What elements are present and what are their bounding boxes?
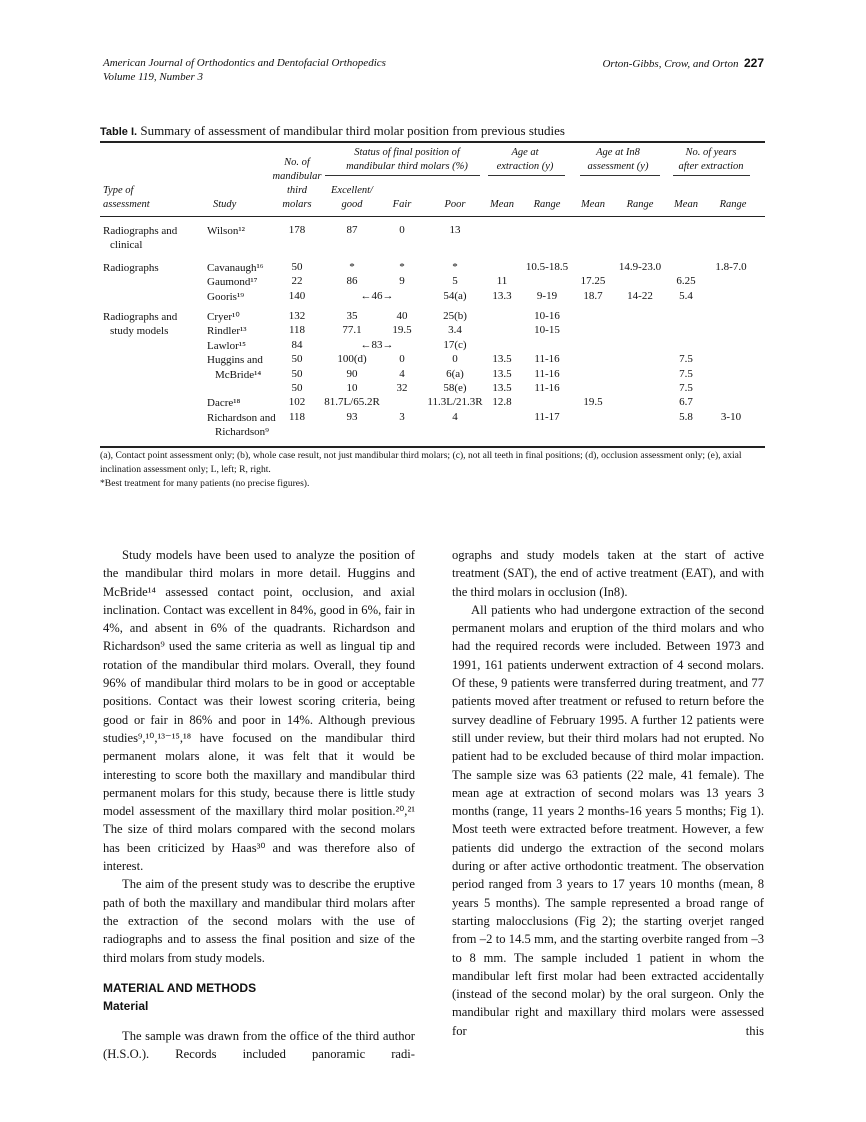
table-cell: 13.5 (492, 382, 512, 394)
header-mean: Mean (581, 199, 605, 210)
table-caption-text: Summary of assessment of mandibular third molar position from previous studies (140, 123, 565, 138)
paragraph: All patients who had undergone extraction of the second permanent molars and eruption of the third molars and who had the required records were included. Between 1973 and 1991, 161 patients underwent extraction of 4 second molars. Of these, 9 patients were transferred during treatment, and 77 patients moved after treatment or refused to return before the survey deadline of February 1995. A further 12 patients were still under review, but their third molars had not erupted. No patient had to be excluded because of third molar impaction. The sample size was 63 patients (22 male, 41 female). The mean age at extraction of second molars was 13 years 3 months (range, 11 years 2 months-16 years 5 months; Fig 1). Most teeth were extracted before treatment. However, a few patients did undergo the extraction of the second molars during or after active orthodontic treatment. The observation period ranged from 3 years to 17 years 10 months (mean, 8 years 5 months). The sample represented a broad range of starting malocclusions (Fig 2); the starting overjet ranged from –2 to 14.5 mm, and the starting overbite ranged from –3 to 8 mm. The sample included 1 patient in whom the mandibular left first molar had been extracted accidentally (instead of the second molar) by the oral surgeon. Only the mandibular right and maxillary third molars were assessed for this (452, 602, 764, 1038)
header-type: Type of assessment (103, 185, 150, 210)
study-name: Cavanaugh¹⁶ (207, 262, 264, 274)
table-cell: 3.4 (448, 324, 462, 337)
table-cell: 10.5-18.5 (525, 261, 569, 273)
table-cell: 14.9-23.0 (618, 261, 662, 273)
table-cell: 32 (396, 382, 408, 394)
table-cell: 86 (346, 275, 358, 288)
table-cell: 3 (399, 410, 405, 423)
table-cell: 50 (291, 261, 303, 273)
table-cell: 11.3L/21.3R (427, 396, 483, 409)
table-cell: 50 (291, 382, 303, 394)
table-cell: 35 (346, 310, 358, 322)
table-cell: 11-17 (534, 410, 560, 423)
subsection-heading: Material (103, 998, 149, 1013)
table-cell: 6.7 (679, 396, 693, 409)
table-cell: 10-15 (534, 324, 560, 337)
table-cell: 3-10 (720, 410, 742, 423)
table-cell: 90 (346, 367, 358, 380)
table-cell: 40 (396, 310, 408, 322)
header-range: Range (626, 199, 654, 210)
table-footnote-asterisk: *Best treatment for many patients (no precise figures). (100, 478, 310, 489)
header-study: Study (213, 199, 237, 210)
table-cell: 25(b) (443, 310, 467, 322)
table-footnote-abbrev: (a), Contact point assessment only; (b), whole case result, not just mandibular third molars; (c), not all teeth in final positions; (d), occlusion assessment only; (e), axial inclination assessment only; L, left; R, right. (100, 450, 742, 475)
header-number: No. of mandibular third molars (272, 157, 322, 210)
table-cell: 87 (346, 224, 358, 236)
table-cell: 81.7L/65.2R (324, 396, 380, 409)
table-cell: 19.5 (392, 324, 412, 337)
table-cell: 9-19 (536, 289, 558, 302)
study-name: Rindler¹³ (207, 325, 247, 338)
paragraph: Study models have been used to analyze the position of the mandibular third molars in more detail. Huggins and McBride¹⁴ assessed contact point, occlusion, and axial inclination. Contact was excellent in 84%, good in 6%, fair in 4%, and absent in 6% of the quadrants. Richardson and Richardson⁹ used the same criteria as well as lingual tip and rotation of the mandibular third molars. Overall, they found 96% of mandibular third molars to be in good or acceptable positions. Contact was their lowest scoring criteria, being good or fair in 86% and poor in 14%. Although previous studies⁹,¹⁰,¹³⁻¹⁵,¹⁸ have focused on the mandibular third permanent molars alone, it was felt that it would be interesting to score both the maxillary and mandibular third permanent molars for this study, because there is little study model assessment of the maxillary third molar position.²⁰,²¹ The size of third molars compared with the second molars has been criticized by Haas³⁰ and was therefore also of interest. (103, 548, 415, 874)
left-column (103, 546, 415, 1063)
table-cell: 54(a) (443, 289, 467, 302)
study-name: Wilson¹² (207, 225, 245, 237)
table-cell: 58(e) (443, 382, 467, 394)
table-cell: 19.5 (583, 396, 603, 409)
table-cell: * (349, 261, 355, 273)
table-label: Table I. (100, 126, 138, 138)
header-excellent: Excellent/ good (331, 185, 373, 210)
assessment-type: Radiographs (103, 262, 159, 274)
table-cell: 22 (291, 275, 303, 288)
table-cell: 5.4 (679, 289, 693, 302)
status-underline (325, 175, 480, 176)
study-name: Gaumond¹⁷ (207, 276, 258, 289)
assessment-type: Radiographs and clinical (103, 225, 178, 251)
right-column (452, 546, 764, 1040)
table-cell: 77.1 (342, 324, 362, 337)
assessment-type: Radiographs and study models (103, 311, 178, 337)
table-cell: 10-16 (534, 310, 560, 322)
table-cell: 17(c) (443, 338, 467, 351)
table-bottom-rule (100, 446, 765, 448)
table-cell: 93 (346, 410, 358, 423)
study-name: Gooris¹⁹ (207, 290, 245, 303)
merged-cell: ←46→ (360, 289, 394, 302)
table-cell: 13.3 (492, 289, 512, 302)
table-cell: 0 (452, 353, 458, 366)
table-cell: 13.5 (492, 353, 512, 366)
header-mean: Mean (490, 199, 514, 210)
table-cell: 50 (291, 367, 303, 380)
table-caption (100, 123, 565, 139)
table-cell: 13 (449, 224, 461, 236)
header-status: Status of final position of mandibular third molars (%) (346, 147, 468, 172)
table-cell: 84 (291, 338, 303, 351)
page-number: 227 (743, 56, 764, 70)
table-cell: 118 (288, 410, 306, 423)
table-cell: 12.8 (492, 396, 512, 409)
table-cell: 6.25 (676, 275, 696, 288)
header-rule (100, 216, 765, 217)
table-cell: 13.5 (492, 367, 512, 380)
study-name: Cryer¹⁰ (207, 311, 240, 323)
table-cell: 4 (399, 367, 405, 380)
table-cell: 18.7 (583, 289, 603, 302)
years-underline (673, 175, 750, 176)
table-cell: 100(d) (337, 353, 367, 366)
header-age-in8: Age at In8 assessment (y) (587, 147, 649, 172)
table-cell: * (399, 261, 405, 273)
study-name: McBride¹⁴ (215, 368, 262, 381)
header-fair: Fair (392, 199, 412, 210)
table-cell: 7.5 (679, 382, 693, 394)
table-cell: 132 (288, 310, 306, 322)
study-name: Dacre¹⁸ (207, 397, 241, 410)
paragraph: The sample was drawn from the office of the third author (H.S.O.). Records included panoramic radi- (103, 1028, 415, 1062)
table-cell: 50 (291, 353, 303, 366)
table-cell: 11-16 (534, 353, 560, 366)
table-cell: 9 (399, 275, 405, 288)
age-in8-underline (580, 175, 660, 176)
table-cell: 0 (399, 353, 405, 366)
table-cell: 14-22 (627, 289, 653, 302)
table-cell: 5.8 (679, 410, 693, 423)
table-cell: 7.5 (679, 367, 693, 380)
table-cell: 118 (288, 324, 306, 337)
header-range: Range (533, 199, 561, 210)
table-cell: 178 (288, 224, 306, 236)
table-cell: 11 (496, 275, 508, 288)
table-cell: * (452, 261, 458, 273)
merged-cell: ←83→ (360, 338, 394, 351)
table-cell: 102 (288, 396, 306, 409)
table-cell: 6(a) (446, 367, 464, 380)
table-cell: 17.25 (580, 275, 606, 288)
table-cell: 1.8-7.0 (715, 261, 747, 273)
table-cell: 140 (288, 289, 306, 302)
paragraph: The aim of the present study was to describe the eruptive path of both the maxillary and mandibular third molars after the extraction of the second molars with the use of radiographs and to assess the final position and size of the third molars from study models. (103, 877, 415, 965)
study-name: Richardson and Richardson⁹ (207, 411, 276, 438)
table-cell: 7.5 (679, 353, 693, 366)
table-cell: 4 (452, 410, 458, 423)
table-top-rule (100, 141, 765, 143)
table-cell: 5 (452, 275, 458, 288)
authors: Orton-Gibbs, Crow, and Orton (602, 58, 739, 70)
section-heading: MATERIAL AND METHODS (103, 980, 257, 995)
header-range: Range (719, 199, 747, 210)
table-cell: 11-16 (534, 382, 560, 394)
table-cell: 10 (346, 382, 358, 394)
running-head-right (602, 56, 764, 70)
paragraph: ographs and study models taken at the start of active treatment (SAT), the end of active treatment (EAT), and with the third molars in occlusion (In8). (452, 548, 764, 599)
journal-volume: Volume 119, Number 3 (103, 71, 204, 83)
age-ext-underline (488, 175, 565, 176)
study-name: Lawlor¹⁵ (207, 339, 246, 352)
header-mean: Mean (674, 199, 698, 210)
header-poor: Poor (444, 199, 466, 210)
table-cell: 11-16 (534, 367, 560, 380)
header-years: No. of years after extraction (678, 147, 744, 172)
journal-title: American Journal of Orthodontics and Dentofacial Orthopedics (103, 57, 386, 69)
table-cell: 0 (399, 224, 405, 236)
header-age-extraction: Age at extraction (y) (496, 147, 554, 172)
study-name: Huggins and (207, 354, 263, 367)
